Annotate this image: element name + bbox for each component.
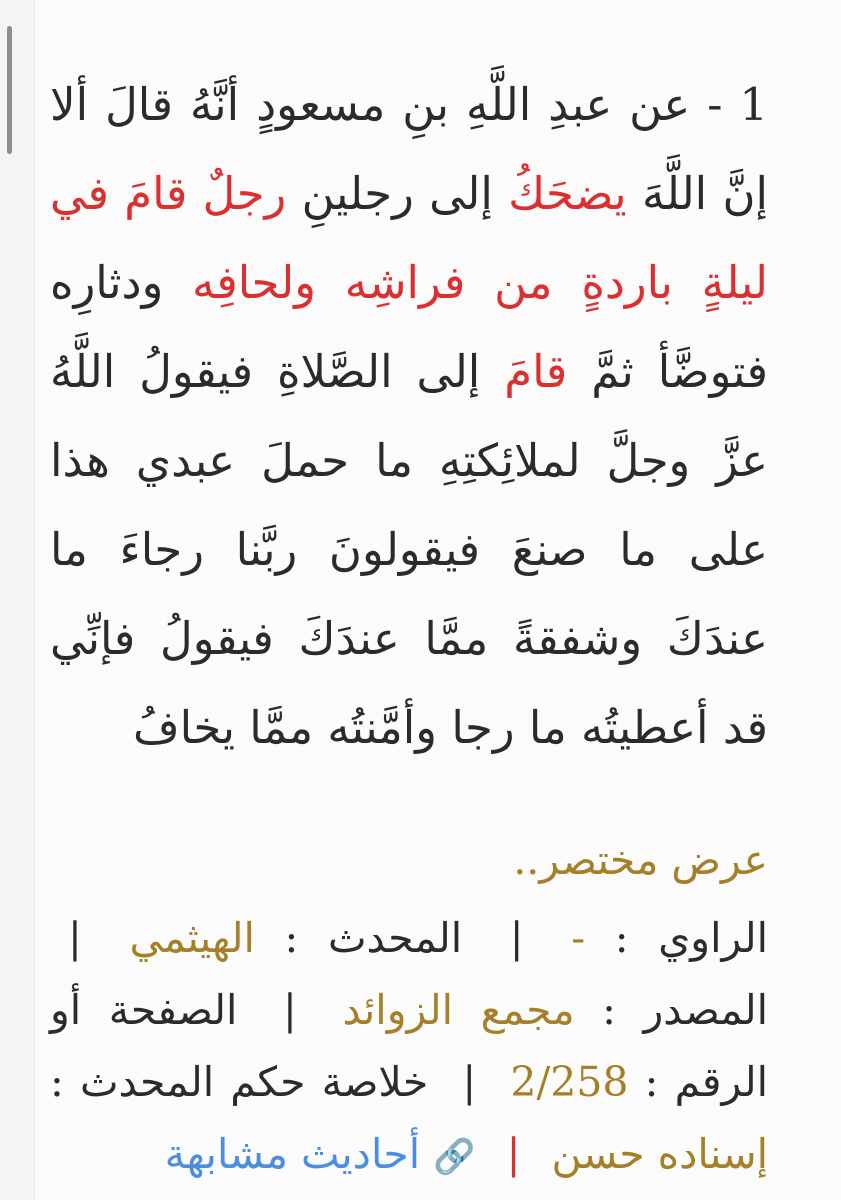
hadith-highlight-3: قامَ <box>504 345 568 398</box>
similar-hadiths-link[interactable] <box>165 1130 476 1178</box>
ruling-value: إسناده حسن <box>551 1130 768 1178</box>
hadith-highlight-1: يضحَكُ <box>508 167 627 220</box>
narrator-label: الراوي : <box>614 914 768 962</box>
source-value[interactable]: مجمع الزوائد <box>342 986 575 1034</box>
scrollbar-thumb[interactable] <box>7 26 12 154</box>
separator: | <box>506 1130 521 1178</box>
hadith-highlight-2: رجلٌ قامَ في ليلةٍ باردةٍ من فراشِه ولحافِه <box>50 167 768 309</box>
separator: | <box>282 986 297 1034</box>
hadith-text-part3: ودثارِه فتوضَّأ ثمَّ <box>50 256 768 398</box>
narrator-value[interactable]: - <box>571 914 586 962</box>
separator: | <box>68 914 82 962</box>
hadith-text-part1: 1 - عن عبدِ اللَّهِ بنِ مسعودٍ أنَّهُ قالَ ألا إنَّ اللَّهَ <box>50 78 768 220</box>
link-icon: 🔗 <box>433 1137 476 1177</box>
page-label: الصفحة أو الرقم : <box>50 986 768 1106</box>
ruling-label: خلاصة حكم المحدث : <box>50 1058 429 1106</box>
summary-link[interactable]: عرض مختصر.. <box>513 836 768 884</box>
similar-hadiths-label: أحاديث مشابهة <box>164 1130 421 1178</box>
muhaddith-value[interactable]: الهيثمي <box>129 914 255 962</box>
page-value: 2/258 <box>510 1058 629 1106</box>
hadith-text <box>50 60 768 772</box>
hadith-text-part4: إلى الصَّلاةِ فيقولُ اللَّهُ عزَّ وجلَّ لملائِكتِهِ ما حملَ عبدي هذا على ما صنعَ فيقولونَ ربَّنا رجاءَ ما عندَكَ وشفقةً ممَّا عندَكَ فيقولُ فإنِّي قد أعطيتُه ما رجا وأمَّنتُه ممَّا يخافُ <box>50 345 768 754</box>
source-label: المصدر : <box>602 986 768 1034</box>
separator: | <box>509 914 524 962</box>
scrollbar-track[interactable] <box>0 0 35 1200</box>
hadith-card <box>50 60 768 1193</box>
hadith-metadata <box>50 902 768 1193</box>
separator: | <box>462 1058 477 1106</box>
hadith-text-part2: إلى رجلينِ <box>301 167 493 220</box>
muhaddith-label: المحدث : <box>284 914 463 962</box>
